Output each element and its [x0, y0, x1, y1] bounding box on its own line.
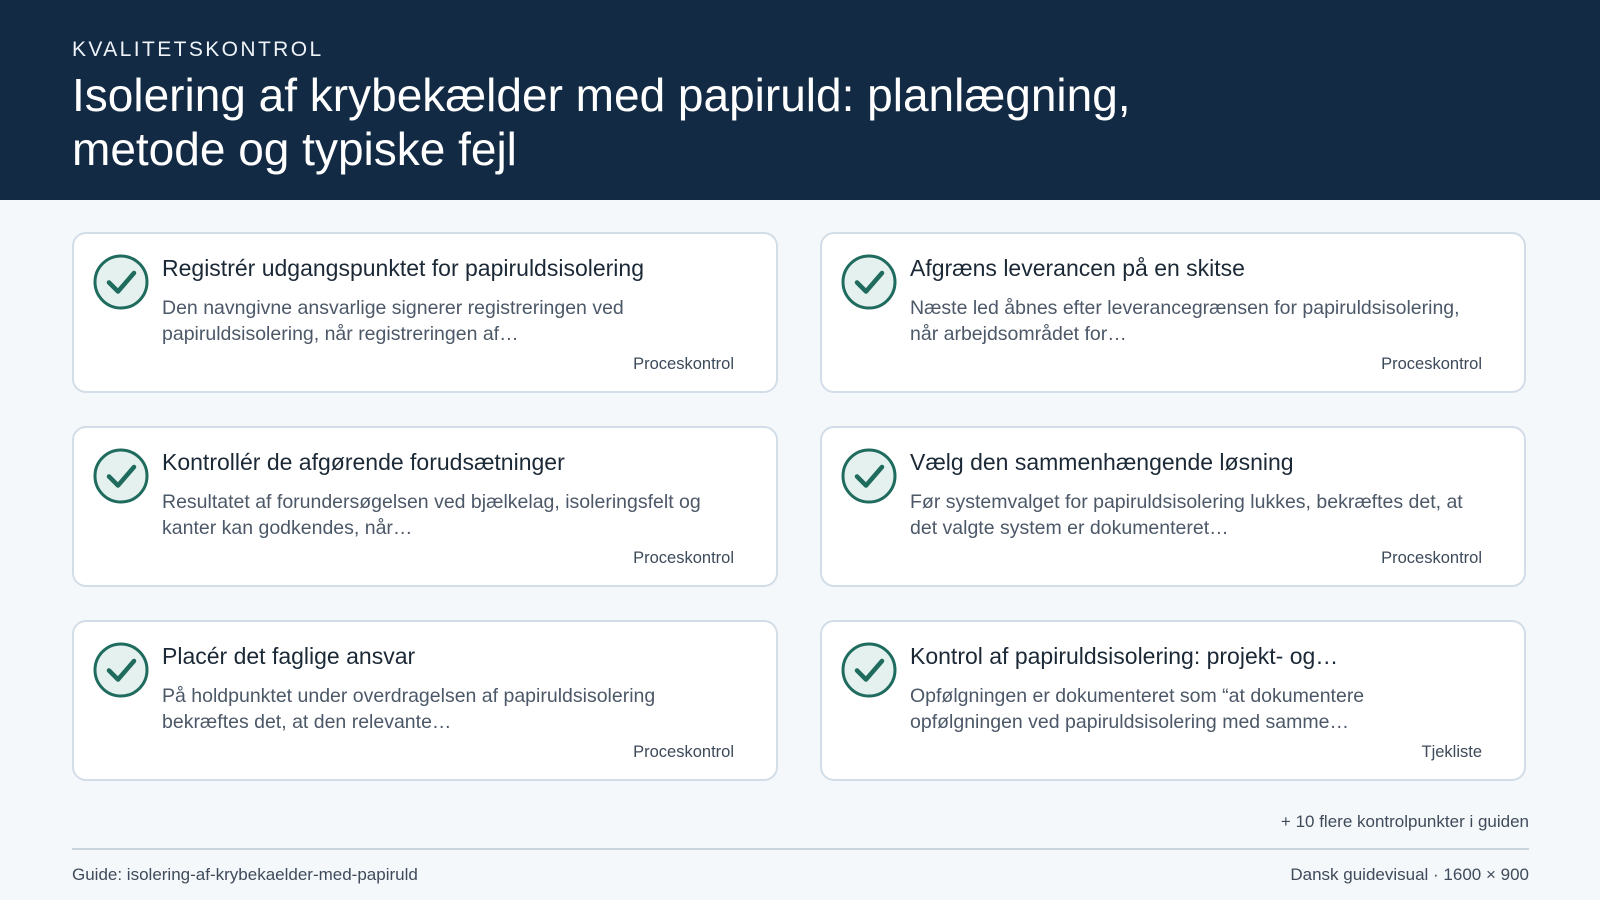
footer-guide-slug: Guide: isolering-af-krybekaelder-med-papiruld [72, 865, 418, 884]
checkpoint-description: Før systemvalget for papiruldsisolering lukkes, bekræftes det, at det valgte system er dokumenteret… [910, 491, 1463, 539]
header-banner [0, 0, 1600, 200]
checkpoint-title: Registrér udgangspunktet for papiruldsisolering [162, 255, 645, 281]
checkpoint-card[interactable] [820, 426, 1526, 587]
check-circle-icon [840, 641, 898, 699]
checkpoint-tag: Tjekliste [1421, 743, 1482, 761]
checkpoint-description: På holdpunktet under overdragelsen af papiruldsisolering bekræftes det, at den relevante… [162, 685, 656, 733]
checkpoint-tag: Proceskontrol [1381, 355, 1482, 373]
more-checkpoints-link[interactable]: + 10 flere kontrolpunkter i guiden [1280, 812, 1529, 831]
checkpoint-tag: Proceskontrol [633, 355, 734, 373]
checkpoint-description: Opfølgningen er dokumenteret som “at dokumentere opfølgningen ved papiruldsisolering med samme… [910, 685, 1365, 733]
page-title: Isolering af krybekælder med papiruld: planlægning, metode og typiske fejl [72, 69, 1131, 175]
checkpoint-tag: Proceskontrol [1381, 549, 1482, 567]
check-circle-icon [92, 447, 150, 505]
footer-caption: Dansk guidevisual · 1600 × 900 [1290, 865, 1529, 884]
checkpoint-card[interactable] [72, 620, 778, 781]
check-circle-icon [840, 447, 898, 505]
checkpoint-title: Placér det faglige ansvar [162, 643, 416, 669]
checkpoint-title: Kontrol af papiruldsisolering: projekt- og… [910, 643, 1339, 669]
checkpoint-description: Resultatet af forundersøgelsen ved bjælkelag, isoleringsfelt og kanter kan godkendes, når… [162, 491, 701, 539]
eyebrow-label: KVALITETSKONTROL [72, 38, 324, 61]
check-circle-icon [92, 253, 150, 311]
footer-divider [72, 848, 1529, 850]
checkpoint-card[interactable] [820, 232, 1526, 393]
checkpoint-description: Næste led åbnes efter leverancegrænsen for papiruldsisolering, når arbejdsområdet for… [910, 297, 1460, 345]
checkpoint-card[interactable] [72, 426, 778, 587]
check-circle-icon [840, 253, 898, 311]
checkpoint-title: Vælg den sammenhængende løsning [910, 449, 1294, 475]
checkpoint-tag: Proceskontrol [633, 549, 734, 567]
checkpoint-card[interactable] [72, 232, 778, 393]
checkpoint-title: Kontrollér de afgørende forudsætninger [162, 449, 565, 475]
check-circle-icon [92, 641, 150, 699]
checkpoint-tag: Proceskontrol [633, 743, 734, 761]
checkpoint-description: Den navngivne ansvarlige signerer registreringen ved papiruldsisolering, når registreringen af… [162, 297, 624, 345]
checkpoint-title: Afgræns leverancen på en skitse [910, 255, 1245, 281]
checkpoint-card[interactable] [820, 620, 1526, 781]
